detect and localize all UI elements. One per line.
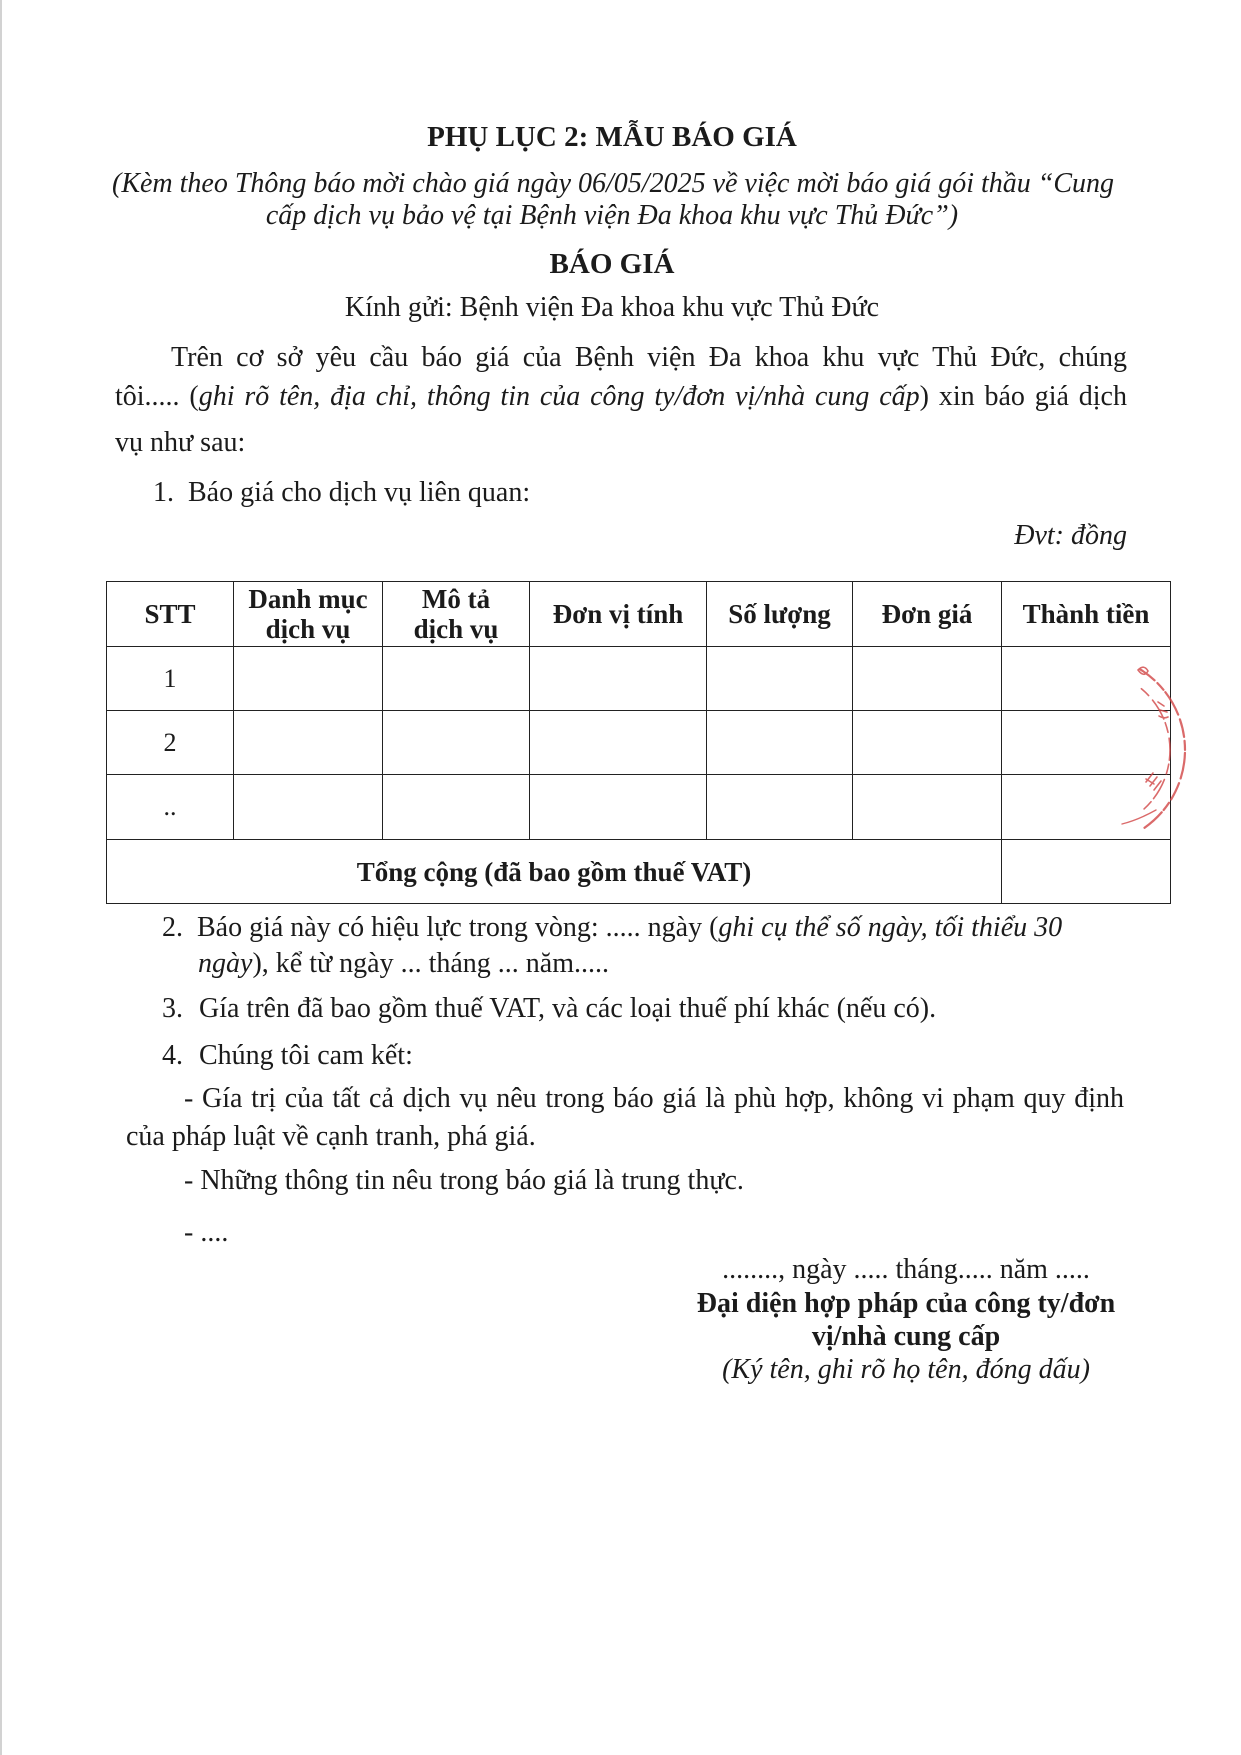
table-cell [234,775,383,840]
table-cell [853,647,1002,711]
intro-line-1: Trên cơ sở yêu cầu báo giá của Bệnh viện Đa khoa khu vực Thủ Đức, chúng [171,342,1127,373]
column-header-service-description [383,582,530,647]
column-header-quantity [707,582,853,647]
subtitle-line-2: cấp dịch vụ bảo vệ tại Bệnh viện Đa khoa khu vực Thủ Đức”) [265,200,959,231]
column-header-stt [107,582,234,647]
table-cell [234,711,383,775]
scan-edge [0,0,2,1755]
header-line: Thành tiền [1022,599,1150,629]
table-cell [707,647,853,711]
header-line: Đơn vị tính [552,599,684,629]
table-row [107,711,1171,775]
table-cell [853,775,1002,840]
table-cell [383,711,530,775]
stt-cell: 1 [107,647,234,711]
intro-line-2-end: ) xin báo giá dịch [919,381,1127,412]
appendix-title: PHỤ LỤC 2: MẪU BÁO GIÁ [427,121,797,153]
stt-cell: .. [107,775,234,840]
validity-date-text: ), kể từ ngày ... tháng ... năm..... [252,948,609,979]
table-row [107,647,1171,711]
unit-note: Đvt: đồng [1014,520,1127,551]
header-line: Đơn giá [881,599,973,629]
signature-date-line: ........, ngày ..... tháng..... năm ..... [722,1254,1090,1285]
header-line: Danh mục [248,584,368,614]
commitment-1-line-1: - Gía trị của tất cả dịch vụ nêu trong báo giá là phù hợp, không vi phạm quy định [184,1083,1124,1114]
table-cell [383,775,530,840]
list-number-3: 3. [162,993,183,1024]
list-number-1: 1. [153,477,174,508]
total-label: Tổng cộng (đã bao gồm thuế VAT) [107,840,1002,904]
column-header-unit-price [853,582,1002,647]
list-number-2: 2. [162,912,183,943]
header-line: dịch vụ [265,614,351,644]
quote-table [106,581,1171,904]
header-line: Mô tả [421,584,491,614]
quote-heading: BÁO GIÁ [549,248,675,280]
list-item-3-text: Gía trên đã bao gồm thuế VAT, và các loại thuế phí khác (nếu có). [199,993,937,1024]
column-header-unit [530,582,707,647]
table-cell [530,775,707,840]
table-cell [530,647,707,711]
signature-note: (Ký tên, ghi rõ họ tên, đóng dấu) [722,1354,1090,1385]
table-cell [707,775,853,840]
table-cell [707,711,853,775]
table-cell [1002,711,1171,775]
validity-note: ghi cụ thể số ngày, tối thiểu 30 [718,912,1063,943]
total-amount-cell [1002,840,1171,904]
header-line: STT [144,599,196,629]
table-cell [853,711,1002,775]
table-header-row [107,582,1171,647]
list-item-1-text: Báo giá cho dịch vụ liên quan: [188,477,531,508]
signature-title-line-1: Đại diện hợp pháp của công ty/đơn [696,1288,1116,1319]
header-line: dịch vụ [413,614,499,644]
list-item-2-line-2 [198,943,609,985]
list-number-4: 4. [162,1040,183,1071]
table-cell [1002,775,1171,840]
subtitle-line-1: (Kèm theo Thông báo mời chào giá ngày 06/05/2025 về việc mời báo giá gói thầu “Cung [112,168,1115,199]
validity-text: Báo giá này có hiệu lực trong vòng: ..... ngày ( [197,912,719,943]
total-row [107,840,1171,904]
validity-note-end: ngày [198,948,253,979]
intro-line-2-start: tôi..... ( [115,381,199,412]
table-cell [383,647,530,711]
table-cell [530,711,707,775]
table-row [107,775,1171,840]
table-cell [234,647,383,711]
table-cell [1002,647,1171,711]
column-header-service-category [234,582,383,647]
intro-line-3: vụ như sau: [115,427,246,458]
signature-title-line-2: vị/nhà cung cấp [811,1321,1001,1352]
intro-placeholder-note: ghi rõ tên, địa chỉ, thông tin của công ty/đơn vị/nhà cung cấp [198,381,920,412]
commitment-2: - Những thông tin nêu trong báo giá là trung thực. [184,1165,744,1196]
commitment-1-line-2: của pháp luật về cạnh tranh, phá giá. [126,1121,536,1152]
commitment-3: - .... [184,1217,229,1248]
header-line: Số lượng [728,599,831,629]
list-item-4-text: Chúng tôi cam kết: [199,1040,413,1071]
intro-line-2 [115,376,1127,418]
column-header-amount [1002,582,1171,647]
recipient-line: Kính gửi: Bệnh viện Đa khoa khu vực Thủ Đức [344,292,880,323]
stt-cell: 2 [107,711,234,775]
